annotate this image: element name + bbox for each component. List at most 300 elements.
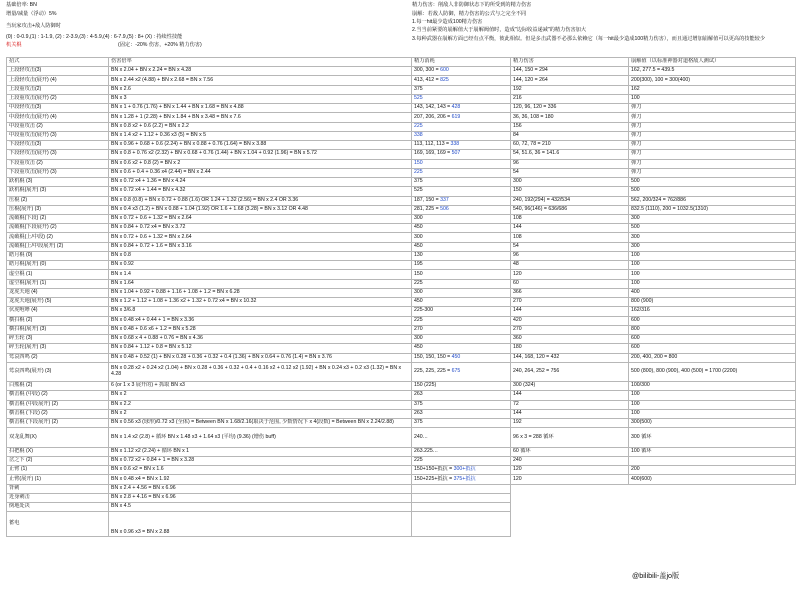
table-row <box>7 456 796 465</box>
damage-multiplier-cell: BN x 0.8 <box>109 251 412 260</box>
stamina-cost-cell: 300 <box>412 335 511 344</box>
stamina-damage-cell: 144 <box>511 409 629 418</box>
stamina-cost-cell <box>412 113 511 122</box>
move-name-cell: 上段轻攻击(3) <box>7 67 109 76</box>
stamina-damage-cell: 144 <box>511 307 629 316</box>
stamina-damage-cell: 240, 192(294) = 432/534 <box>511 196 629 205</box>
stamina-cost-total: 375+抵抗 <box>453 475 476 482</box>
damage-multiplier-cell: BN x 0.96 + 0.68 + 0.6 (2.24) + BN x 0.88 + 0.76 (1.64) = BN x 3.88 <box>109 141 412 150</box>
column-header: 招式 <box>7 58 109 67</box>
collapse-value-cell <box>629 503 796 512</box>
table-row <box>7 113 796 122</box>
column-header: 精力消耗 <box>412 58 511 67</box>
damage-multiplier-cell: BN x 0.72 x4 + 1.36 = BN x 4.24 <box>109 178 412 187</box>
stamina-cost-formula: 187, 150 = <box>414 196 441 203</box>
stamina-cost-cell: 225 <box>412 456 511 465</box>
stamina-cost-formula: 143, 142, 143 = <box>414 104 452 111</box>
stamina-cost-cell: 300 <box>412 233 511 242</box>
move-name-cell: 倒地处决 <box>7 503 109 512</box>
damage-multiplier-cell: BN x 0.72 + 0.6 + 1.32 = BN x 2.64 <box>109 233 412 242</box>
move-name-cell: 跃机棍(展开) (3) <box>7 187 109 196</box>
move-name-cell: 止臂 (1) <box>7 466 109 475</box>
table-row <box>7 279 796 288</box>
move-name-cell: 中段轻攻击(3) <box>7 104 109 113</box>
collapse-value-cell: 300 循环 <box>629 428 796 447</box>
stamina-damage-cell <box>511 484 629 493</box>
table-row <box>7 233 796 242</box>
damage-multiplier-cell: BN x 0.8 + 0.76 x2 (2.32) + BN x 0.68 + 0.76 (1.44) + BN x 1.04 + 0.92 (1.96) = BN x 5.72 <box>109 150 412 159</box>
stamina-damage-table <box>6 57 796 537</box>
stamina-damage-cell: 60, 72, 78 = 210 <box>511 141 629 150</box>
damage-multiplier-cell: BN x 1.04 + 0.92 + 0.88 + 1.16 + 1.08 + 1.2 = BN x 6.28 <box>109 288 412 297</box>
move-name-cell: 压棍(展开) (3) <box>7 205 109 214</box>
damage-multiplier-cell: BN x 0.48 x4 = BN x 1.92 <box>109 475 412 484</box>
damage-multiplier-cell: BN x 1.12 x2 (2.24) + 循环 BN x 1 <box>109 447 412 456</box>
collapse-value-cell: 弹刀 <box>629 122 796 131</box>
table-row <box>7 178 796 187</box>
stamina-damage-cell: 60 循环 <box>511 447 629 456</box>
stamina-cost-cell: 263.225… <box>412 447 511 456</box>
stamina-cost-cell: 338 <box>412 131 511 140</box>
collapse-value-cell: 162/316 <box>629 307 796 316</box>
stamina-cost-cell <box>412 196 511 205</box>
stamina-cost-cell <box>412 150 511 159</box>
collapse-value-cell: 200(300), 100 = 300(400) <box>629 76 796 85</box>
move-name-cell: 横击棍 (中段展开) (2) <box>7 400 109 409</box>
stamina-damage-cell: 240, 264, 252 = 756 <box>511 362 629 381</box>
move-name-cell: 蓄电 <box>7 512 109 537</box>
stamina-cost-cell: 225 <box>412 168 511 177</box>
collapse-value-cell: 162, 277.5 = 439.5 <box>629 67 796 76</box>
collapse-value-cell: 100 <box>629 270 796 279</box>
table-row <box>7 316 796 325</box>
stamina-cost-cell: 450 <box>412 242 511 251</box>
damage-multiplier-cell: BN x 2.04 + BN x 2.24 = BN x 4.28 <box>109 67 412 76</box>
stamina-cost-cell: 263 <box>412 409 511 418</box>
stamina-cost-cell <box>412 76 511 85</box>
stamina-cost-cell: 150 (225) <box>412 382 511 391</box>
table-row <box>7 391 796 400</box>
stamina-cost-total: 428 <box>451 104 461 111</box>
damage-multiplier-cell: BN x 0.84 + 0.72 + 1.6 = BN x 3.16 <box>109 242 412 251</box>
collapse-value-cell: 300 <box>629 214 796 223</box>
stamina-damage-cell: 96 <box>511 159 629 168</box>
move-name-cell: 碎玉轮(展开) (3) <box>7 344 109 353</box>
table-row <box>7 382 796 391</box>
stamina-cost-cell: 525 <box>412 187 511 196</box>
move-name-cell: 莺哀四鸣(展开) (3) <box>7 362 109 381</box>
stamina-damage-cell: 270 <box>511 325 629 334</box>
collapse-value-cell: 162 <box>629 85 796 94</box>
damage-multiplier-cell: BN x 3/6.8 <box>109 307 412 316</box>
stamina-damage-cell: 60 <box>511 279 629 288</box>
table-header-row <box>7 58 796 67</box>
move-name-cell: 皓月棍(展开) (0) <box>7 261 109 270</box>
collapse-value-cell: 100 <box>629 279 796 288</box>
stamina-damage-cell: 54 <box>511 168 629 177</box>
move-name-cell: 横击棍 (下段展开) (2) <box>7 419 109 428</box>
collapse-value-cell: 200, 400, 200 = 800 <box>629 353 796 362</box>
stamina-damage-cell: 144 <box>511 391 629 400</box>
collapse-value-cell: 200 <box>629 466 796 475</box>
stamina-damage-cell: 120, 96, 120 = 336 <box>511 104 629 113</box>
column-header: 伤害倍率 <box>109 58 412 67</box>
move-name-cell: 上段重攻击(展开) (2) <box>7 94 109 103</box>
stamina-damage-cell: 270 <box>511 298 629 307</box>
move-name-cell: 虚空棍(展开) (1) <box>7 279 109 288</box>
table-row <box>7 76 796 85</box>
damage-multiplier-cell: BN x 0.6 x2 + 0.8 (2) = BN x 2 <box>109 159 412 168</box>
table-row <box>7 261 796 270</box>
table-row <box>7 251 796 260</box>
move-name-cell: 背刺 <box>7 484 109 493</box>
stamina-damage-cell: 48 <box>511 261 629 270</box>
move-name-cell: 跃机棍 (3) <box>7 178 109 187</box>
damage-multiplier-cell: BN x 0.6 x2 = BN x 1.6 <box>109 466 412 475</box>
stamina-damage-cell: 108 <box>511 233 629 242</box>
move-name-cell: 扫把棍 (X) <box>7 447 109 456</box>
stamina-cost-cell: 375 <box>412 419 511 428</box>
collapse-value-cell: 500 (800), 800 (900), 400 (500) = 1700 (2200) <box>629 362 796 381</box>
collapse-value-cell: 562, 200/324 = 762/886 <box>629 196 796 205</box>
move-name-cell: 上段轻攻击(展开) (4) <box>7 76 109 85</box>
note-rule-1: 1.每一hit最少造成100精力伤害 <box>412 19 483 25</box>
column-header: 崩解值（以标准神器对道格敌人测试） <box>629 58 796 67</box>
stamina-cost-cell: 225-300 <box>412 307 511 316</box>
stamina-cost-cell: 130 <box>412 251 511 260</box>
stamina-cost-total: 338 <box>450 141 460 148</box>
table-row <box>7 428 796 447</box>
table-row <box>7 419 796 428</box>
move-name-cell: 龙虎天地 (4) <box>7 288 109 297</box>
damage-multiplier-cell: 6 (or 1 x 3 展开的) + 抓取 BN x3 <box>109 382 412 391</box>
stamina-damage-cell: 72 <box>511 400 629 409</box>
stamina-cost-formula: 150+225+抵抗 = <box>414 475 454 482</box>
collapse-value-cell: 400 <box>629 288 796 297</box>
damage-multiplier-cell: BN x 0.84 + 1.12 + 0.8 = BN x 5.12 <box>109 344 412 353</box>
stamina-cost-cell: 375 <box>412 85 511 94</box>
stamina-damage-cell: 54, 51.6, 36 = 141.6 <box>511 150 629 159</box>
collapse-value-cell: 300 <box>629 233 796 242</box>
damage-multiplier-cell: BN x 0.8 (0.8) + BN x 0.72 + 0.88 (1.6) OR 1.24 + 1.32 (2.56) = BN x 2.4 OR 3.36 <box>109 196 412 205</box>
stamina-damage-cell <box>511 512 629 537</box>
table-row <box>7 104 796 113</box>
move-name-cell: 近身刺击 <box>7 493 109 502</box>
table-row <box>7 94 796 103</box>
collapse-value-cell: 600 <box>629 335 796 344</box>
stamina-damage-cell: 420 <box>511 316 629 325</box>
stamina-damage-cell: 360 <box>511 335 629 344</box>
move-name-cell: 中段重攻击(展开) (3) <box>7 131 109 140</box>
collapse-value-cell: 500 <box>629 178 796 187</box>
stamina-cost-cell <box>412 205 511 214</box>
table-row <box>7 447 796 456</box>
stamina-cost-formula: 150+150+抵抗 = <box>414 466 454 473</box>
stamina-cost-cell: 150 <box>412 159 511 168</box>
collapse-value-cell: 100/300 <box>629 382 796 391</box>
collapse-value-cell: 100 <box>629 261 796 270</box>
stamina-cost-formula: 413, 412 = <box>414 76 441 83</box>
move-name-cell: 下段轻攻击(展开) (3) <box>7 150 109 159</box>
note-rule-2: 2.当当前紧要的崩解值大于崩解阀值时，造成"边际收益递减"的精力伤害加大 <box>412 27 587 33</box>
stamina-cost-cell <box>412 493 511 502</box>
move-name-cell: 龙虎天地(展开) (5) <box>7 298 109 307</box>
stamina-damage-cell: 54 <box>511 242 629 251</box>
tier-legend: (0) : 0-0.9,(1) : 1-1.9, (2) : 2-3.9,(3) : 4-5.9,(4) : 6-7.9,(5) : 8+ (X) : 持续性技能 <box>6 34 183 40</box>
damage-multiplier-cell: BN x 0.96 x3 = BN x 2.88 <box>109 512 412 537</box>
damage-multiplier-cell: BN x 2.6 <box>109 85 412 94</box>
table-row <box>7 141 796 150</box>
damage-multiplier-cell: BN x 1.28 + 1 (2.28) + BN x 1.84 + BN x 3.48 = BN x 7.6 <box>109 113 412 122</box>
collapse-value-cell: 100 <box>629 391 796 400</box>
stamina-cost-cell: 225 <box>412 122 511 131</box>
stamina-cost-cell <box>412 104 511 113</box>
damage-multiplier-cell: BN x 0.72 x4 + 1.44 = BN x 4.32 <box>109 187 412 196</box>
stamina-damage-cell: 108 <box>511 214 629 223</box>
stamina-damage-cell: 84 <box>511 131 629 140</box>
stamina-cost-cell <box>412 362 511 381</box>
note-collapse: 崩解：若敌人防御，精力伤害的公式与之完全不同 <box>412 11 527 17</box>
move-name-cell: 横击棍 (中段) (2) <box>7 391 109 400</box>
collapse-value-cell: 弹刀 <box>629 131 796 140</box>
stamina-damage-cell: 156 <box>511 122 629 131</box>
move-name-cell: 止臂(展开) (1) <box>7 475 109 484</box>
stamina-damage-cell: 192 <box>511 85 629 94</box>
stamina-damage-cell: 192 <box>511 419 629 428</box>
table-row <box>7 85 796 94</box>
stamina-damage-cell: 144, 150 = 294 <box>511 67 629 76</box>
table-row <box>7 353 796 362</box>
collapse-value-cell: 弹刀 <box>629 113 796 122</box>
stamina-damage-cell: 36, 36, 108 = 180 <box>511 113 629 122</box>
collapse-value-cell: 弹刀 <box>629 104 796 113</box>
stamina-cost-cell <box>412 67 511 76</box>
table-row <box>7 475 796 484</box>
damage-multiplier-cell: BN x 0.92 <box>109 261 412 270</box>
stamina-cost-cell: 225 <box>412 316 511 325</box>
stamina-cost-total: 337 <box>440 196 449 203</box>
stamina-damage-cell: 180 <box>511 344 629 353</box>
table-row <box>7 484 796 493</box>
move-name-cell: 横击棍 (下段) (2) <box>7 409 109 418</box>
stamina-cost-cell <box>412 141 511 150</box>
collapse-value-cell <box>629 484 796 493</box>
move-name-cell: 流破棍(上/中段) (2) <box>7 233 109 242</box>
stamina-damage-cell: 144 <box>511 224 629 233</box>
damage-multiplier-cell: BN x 1.4 <box>109 270 412 279</box>
stamina-damage-cell: 144, 168, 120 = 432 <box>511 353 629 362</box>
collapse-value-cell: 600 <box>629 344 796 353</box>
move-name-cell: 虚空棍 (1) <box>7 270 109 279</box>
stamina-cost-total: 450 <box>451 353 461 360</box>
damage-multiplier-cell: BN x 0.8 x2 + 0.6 (2.2) = BN x 2.2 <box>109 122 412 131</box>
damage-multiplier-cell: BN x 0.56 x3 (球形)/0.72 x3 (全体) = Between BN x 1.68/2.16(取决于范围, 少数情况下 x 4(段数) = Between BN x 2.24/2.88) <box>109 419 412 428</box>
stamina-cost-cell <box>412 475 511 484</box>
stamina-cost-formula: 300, 300 = <box>414 67 441 74</box>
stamina-cost-cell: 300 <box>412 214 511 223</box>
table-row <box>7 224 796 233</box>
damage-multiplier-cell: BN x 2.44 x2 (4.88) + BN x 2.68 = BN x 7.56 <box>109 76 412 85</box>
damage-multiplier-cell: BN x 1.4 x2 + 1.12 + 0.36 x3 (5) = BN x 5 <box>109 131 412 140</box>
stamina-damage-cell: 540, 96(146) = 636/686 <box>511 205 629 214</box>
stamina-cost-cell: 270 <box>412 325 511 334</box>
table-row <box>7 503 796 512</box>
stamina-cost-cell: 195 <box>412 261 511 270</box>
stamina-damage-cell: 120 <box>511 270 629 279</box>
damage-multiplier-cell: BN x 0.4 x3 (1.2) + BN x 0.88 + 1.04 (1.92) OR 1.6 + 1.68 (3.28) = BN x 3.12 OR 4.48 <box>109 205 412 214</box>
collapse-value-cell: 500 <box>629 187 796 196</box>
stamina-cost-cell: 150 <box>412 270 511 279</box>
table-row <box>7 307 796 316</box>
stamina-cost-formula: 207, 206, 206 = <box>414 113 452 120</box>
collapse-value-cell <box>629 456 796 465</box>
move-name-cell: 横扫棍(展开) (3) <box>7 325 109 334</box>
stamina-damage-cell: 300 <box>511 178 629 187</box>
stamina-damage-cell: 216 <box>511 94 629 103</box>
collapse-value-cell: 600 <box>629 316 796 325</box>
move-name-cell: 白熊棍 (2) <box>7 382 109 391</box>
collapse-value-cell: 300(500) <box>629 419 796 428</box>
stamina-damage-cell <box>511 503 629 512</box>
move-name-cell: 岔之下 (2) <box>7 456 109 465</box>
stamina-cost-cell: 450 <box>412 298 511 307</box>
collapse-value-cell: 弹刀 <box>629 141 796 150</box>
collapse-value-cell <box>629 512 796 537</box>
stamina-cost-cell: 240… <box>412 428 511 447</box>
move-name-cell: 流破棍(下段展开) (2) <box>7 224 109 233</box>
stamina-cost-total: 675 <box>451 367 461 374</box>
collapse-value-cell: 弹刀 <box>629 159 796 168</box>
base-multiplier-label: 基础倍率: BN <box>6 2 37 8</box>
damage-multiplier-cell: BN x 1 + 0.76 (1.76) + BN x 1.44 + BN x 1.68 = BN x 4.88 <box>109 104 412 113</box>
stamina-cost-cell: 450 <box>412 344 511 353</box>
stamina-cost-formula: 113, 112, 113 = <box>414 141 451 148</box>
table-row <box>7 214 796 223</box>
table-row <box>7 344 796 353</box>
table-row <box>7 205 796 214</box>
table-row <box>7 493 796 502</box>
collapse-value-cell <box>629 493 796 502</box>
damage-multiplier-cell: BN x 2.4 + 4.56 = BN x 6.96 <box>109 484 412 493</box>
collapse-value-cell: 832.5 (1110), 200 = 1032.5(1310) <box>629 205 796 214</box>
table-row <box>7 242 796 251</box>
stamina-cost-total: 300+抵抗 <box>453 466 476 473</box>
move-name-cell: 中段轻攻击(展开) (4) <box>7 113 109 122</box>
move-name-cell: 压棍 (2) <box>7 196 109 205</box>
damage-multiplier-cell: BN x 2.2 <box>109 400 412 409</box>
damage-multiplier-cell: BN x 0.84 + 0.72 x4 = BN x 3.72 <box>109 224 412 233</box>
table-row <box>7 409 796 418</box>
author-credit: @bilibili-盖jo版 <box>632 571 680 580</box>
table-row <box>7 298 796 307</box>
table-row <box>7 335 796 344</box>
collapse-value-cell: 弹刀 <box>629 150 796 159</box>
damage-multiplier-cell: BN x 1.64 <box>109 279 412 288</box>
table-row <box>7 67 796 76</box>
collapse-value-cell: 100 <box>629 251 796 260</box>
move-name-cell: 莺哀四鸣 (2) <box>7 353 109 362</box>
damage-multiplier-cell: BN x 1.4 x2 (2.8) + 循环 BN x 1.48 x3 + 1.64 x3 (平均) (9.36) (增伤 buff) <box>109 428 412 447</box>
damage-multiplier-cell: BN x 2 <box>109 409 412 418</box>
collapse-value-cell: 800 (900) <box>629 298 796 307</box>
table-row <box>7 131 796 140</box>
weapon-modifier: (固定：-20% 伤害，+20% 精力伤害) <box>118 42 202 48</box>
move-name-cell: 下段轻攻击(3) <box>7 141 109 150</box>
stamina-cost-total: 825 <box>440 76 449 83</box>
stamina-cost-formula: 150, 150, 150 = <box>414 353 452 360</box>
stamina-cost-cell <box>412 353 511 362</box>
table-row <box>7 122 796 131</box>
table-row <box>7 512 796 537</box>
stamina-cost-cell <box>412 512 511 537</box>
table-row <box>7 288 796 297</box>
damage-multiplier-cell: BN x 0.72 x2 + 0.84 + 1 = BN x 3.28 <box>109 456 412 465</box>
stamina-damage-cell <box>511 493 629 502</box>
variance-label: 增量/减量（浮动）5% <box>6 11 57 17</box>
stamina-cost-cell <box>412 466 511 475</box>
stamina-cost-formula: 169, 169, 169 = <box>414 150 452 157</box>
damage-multiplier-cell: BN x 0.28 x2 + 0.24 x2 (1.04) + BN x 0.28 + 0.36 + 0.32 + 0.4 + 0.16 x2 + 0.12 x2 (1.92) + BN x 0.24 x3 + 0.2 x3 (1.32) = BN x 4.28 <box>109 362 412 381</box>
damage-multiplier-cell: BN x 2 <box>109 391 412 400</box>
table-row <box>7 270 796 279</box>
stamina-cost-cell: 263 <box>412 391 511 400</box>
stamina-cost-cell: 375 <box>412 178 511 187</box>
stamina-damage-cell: 366 <box>511 288 629 297</box>
note-stamina-damage: 精力伤害：削敌人非防御状态下的所受到的精力伤害 <box>412 2 532 8</box>
stamina-cost-cell: 525 <box>412 94 511 103</box>
stamina-damage-cell: 144, 120 = 264 <box>511 76 629 85</box>
collapse-value-cell: 100 <box>629 400 796 409</box>
damage-multiplier-cell: BN x 1.2 + 1.12 + 1.08 + 1.36 x2 + 1.32 + 0.72 x4 = BN x 10.32 <box>109 298 412 307</box>
table-row <box>7 150 796 159</box>
move-name-cell: 横扫棍 (2) <box>7 316 109 325</box>
stamina-damage-cell: 120 <box>511 466 629 475</box>
stamina-damage-cell: 240 <box>511 456 629 465</box>
collapse-value-cell: 400(600) <box>629 475 796 484</box>
stamina-damage-cell: 120 <box>511 475 629 484</box>
stamina-cost-cell: 450 <box>412 224 511 233</box>
damage-multiplier-cell: BN x 0.72 + 0.6 + 1.32 = BN x 2.64 <box>109 214 412 223</box>
stamina-cost-cell: 225 <box>412 279 511 288</box>
table-row <box>7 362 796 381</box>
move-name-cell: 下段重攻击 (2) <box>7 159 109 168</box>
column-header: 精力伤害 <box>511 58 629 67</box>
damage-multiplier-cell: BN x 0.48 + 0.52 (1) + BN x 0.28 + 0.36 + 0.32 + 0.4 (1.36) + BN x 0.64 + 0.76 (1.4) = BN x 3.76 <box>109 353 412 362</box>
stamina-damage-cell: 96 <box>511 251 629 260</box>
table-row <box>7 196 796 205</box>
stamina-cost-formula: 225, 225, 225 = <box>414 367 452 374</box>
table-row <box>7 168 796 177</box>
collapse-value-cell: 500 <box>629 224 796 233</box>
move-name-cell: 碎玉轮 (3) <box>7 335 109 344</box>
damage-multiplier-cell: BN x 4.5 <box>109 503 412 512</box>
stamina-cost-cell <box>412 484 511 493</box>
damage-multiplier-cell: BN x 2.8 + 4.16 = BN x 6.96 <box>109 493 412 502</box>
move-name-cell: 中段重攻击 (2) <box>7 122 109 131</box>
move-name-cell: 双龙乱舞(X) <box>7 428 109 447</box>
collapse-value-cell: 100 <box>629 409 796 418</box>
collapse-value-cell: 弹刀 <box>629 168 796 177</box>
stamina-cost-total: 619 <box>451 113 461 120</box>
stamina-cost-total: 507 <box>451 150 461 157</box>
stamina-cost-formula: 281, 225 = <box>414 205 441 212</box>
damage-multiplier-cell: BN x 0.68 x 4 + 0.88 + 0.76 = BN x 4.36 <box>109 335 412 344</box>
damage-multiplier-cell: BN x 0.48 + 0.6 x6 + 1.2 = BN x 5.28 <box>109 325 412 334</box>
move-name-cell: 皓月棍 (0) <box>7 251 109 260</box>
stamina-cost-cell: 375 <box>412 400 511 409</box>
note-rule-3: 3.每种武器在崩解方面已经有点平衡，彼此相似。但是多击武器不必那么依赖它（每一hit最少造成100精力伤害），而且通过增加崩解值可以更高的技能较少 <box>412 36 766 42</box>
damage-multiplier-cell: BN x 0.6 + 0.4 + 0.36 x4 (2.44) = BN x 2.44 <box>109 168 412 177</box>
